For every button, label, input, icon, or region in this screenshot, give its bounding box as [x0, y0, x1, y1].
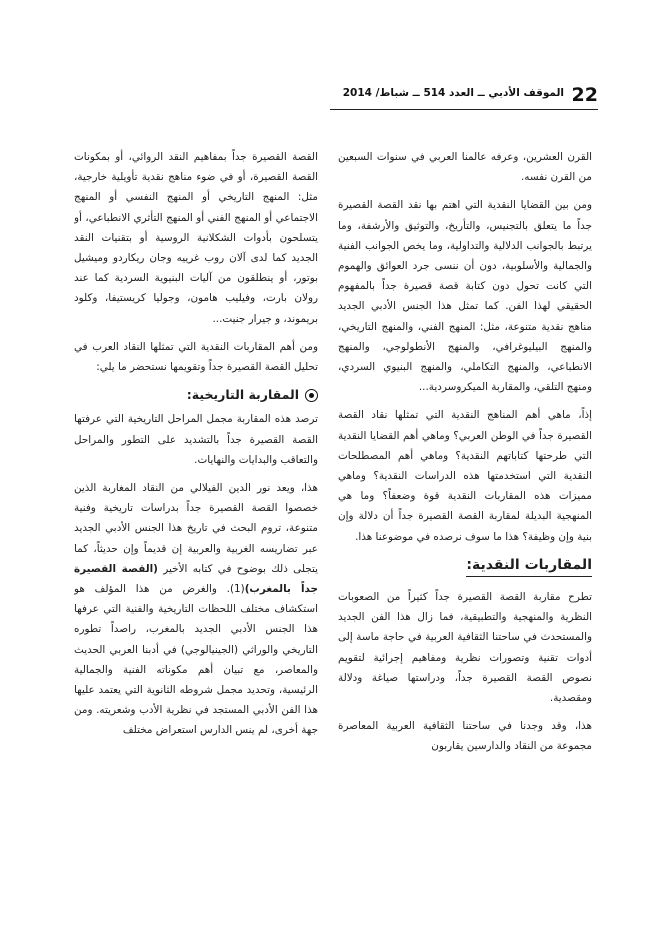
book-title: (القصة القصيرة جداً بالمغرب) — [74, 562, 318, 596]
paragraph-text: هذا، ويعد نور الدين الفيلالي من النقاد المغاربة الذين خصصوا القصة القصيرة جداً بدراسات تاريخية وفنية متنوعة، تروم البحث في تاريخ هذا الجنس الأدبي الجديد عبر تضاريسه الغربية والعربية إن قديماً وإن حديثاً، كما يتجلى ذلك بوضوح في كتابه الأخير — [74, 482, 318, 575]
left-column — [74, 147, 318, 913]
header-divider — [330, 109, 598, 110]
right-column — [338, 147, 592, 913]
circle-bullet-icon — [305, 389, 318, 402]
paragraph: ومن أهم المقاربات النقدية التي تمثلها النقاد العرب في تحليل القصة القصيرة جداً وتقويمها نستحضر ما يلي: — [74, 340, 318, 374]
section-heading-text: المقاربات النقدية: — [466, 555, 592, 577]
section-heading — [338, 555, 592, 577]
paragraph — [74, 478, 318, 741]
paragraph: القرن العشرين، وعرفه عالمنا العربي في سنوات السبعين من القرن نفسه. — [338, 151, 592, 184]
paragraph-text: (1). والغرض من هذا المؤلف هو استكشاف مختلف اللحظات التاريخية والفنية التي عرفها هذا الجنس الأدبي الجديد بالمغرب، راصداً تطوره التاريخي والوراثي (الجينيالوجي) في أدبنا العربي الحديث والمعاصر، مع تبيان أهم مكوناته الفنية والجمالية الرئيسية، وتحديد مجمل شروطه الثانوية التي يعتمد عليها هذا الفن الأدبي المستجد في نظرية الأدب وشعريته. ومن جهة أخرى، لم ينس الدارس استعراض مختلف — [74, 583, 318, 737]
subsection-heading — [74, 385, 318, 405]
journal-title: الموقف الأدبي ــ العدد 514 ــ شباط/ 2014 — [342, 87, 564, 99]
paragraph: هذا، وقد وجدنا في ساحتنا الثقافية العربية المعاصرة مجموعة من النقاد والدارسين يقاربون — [338, 720, 592, 753]
paragraph: ومن بين القضايا النقدية التي اهتم بها نقد القصة القصيرة جداً ما يتعلق بالتجنيس، والتأريخ، والتوثيق والأرشفة، وما يرتبط بالجوانب الدلالية والتداولية، وما يخص الجوانب الفنية والجمالية والأسلوبية، دون أن ننسى جرد العوائق والهموم التي كانت تحول دون كتابة قصة قصيرة جداً بالمفهوم الحقيقي لهذا الفن. كما تمثل هذا الجنس الأدبي الجديد مناهج نقدية متنوعة، مثل: المنهج الفني، والمنهج التاريخي، والمنهج البيليوغرافي، والمنهج الأنطولوجي، والمنهج الانطباعي، والمنهج التكاملي، والمنهج البنيوي السردي، ومنهج التلقي، والمقاربة الميكروسردية... — [338, 199, 592, 394]
paragraph: إذاً، ماهي أهم المناهج النقدية التي تمثلها نقاد القصة القصيرة جداً في الوطن العربي؟ وماهي أهم القضايا النقدية التي طرحتها كتاباتهم النقدية؟ وماهي أهم المصطلحات النقدية التي استخدمتها هذه الدراسات النقدية؟ وماهي مميزات هذه المقاربات النقدية قوة وضعفاً؟ وما هي المنهجية البديلة لمقاربة القصة القصيرة جداً أن دلالة وإن بنية وإن وظيفة؟ هذا ما سوف نرصده في موضوعنا هذا. — [338, 409, 592, 543]
paragraph: القصة القصيرة جداً بمفاهيم النقد الروائي، أو بمكونات القصة القصيرة، أو في ضوء مناهج نقدية تأويلية خارجية، مثل: المنهج التاريخي أو المنهج النفسي أو المنهج الاجتماعي أو المنهج الفني أو المنهج التأثري الانطباعي، أو يتسلحون بأدوات الشكلانية الروسية أو بتقنيات النقد الجديد كما لدى آلان روب غرييه وجان ريكاردو وميشيل بوتور، أو ينطلقون من آليات البنيوية السردية كما عند رولان بارت، وفيليب هامون، وجوليا كريستيفا، وكلود بريموند، و جيرار جنيت... — [74, 151, 318, 325]
subsection-heading-text: المقاربة التاريخية: — [186, 387, 299, 403]
page-header — [330, 84, 598, 106]
paragraph: ترصد هذه المقاربة مجمل المراحل التاريخية التي عرفتها القصة القصيرة جداً بالتشديد على التطور والمراحل والتعاقب والبدايات والنهايات. — [74, 413, 318, 466]
page-number: 22 — [571, 84, 598, 106]
paragraph: تطرح مقاربة القصة القصيرة جداً كثيراً من الصعوبات النظرية والمنهجية والتطبيقية، فما زال هذا الفن الجديد والمستحدث في ساحتنا الثقافية العربية في حاجة ماسة إلى أدوات تقنية وتصورات نظرية ومفاهيم إجرائية لتقويم نصوص القصة القصيرة جداً، ودراستها صياغة ودلالة ومقصدية. — [338, 591, 592, 705]
